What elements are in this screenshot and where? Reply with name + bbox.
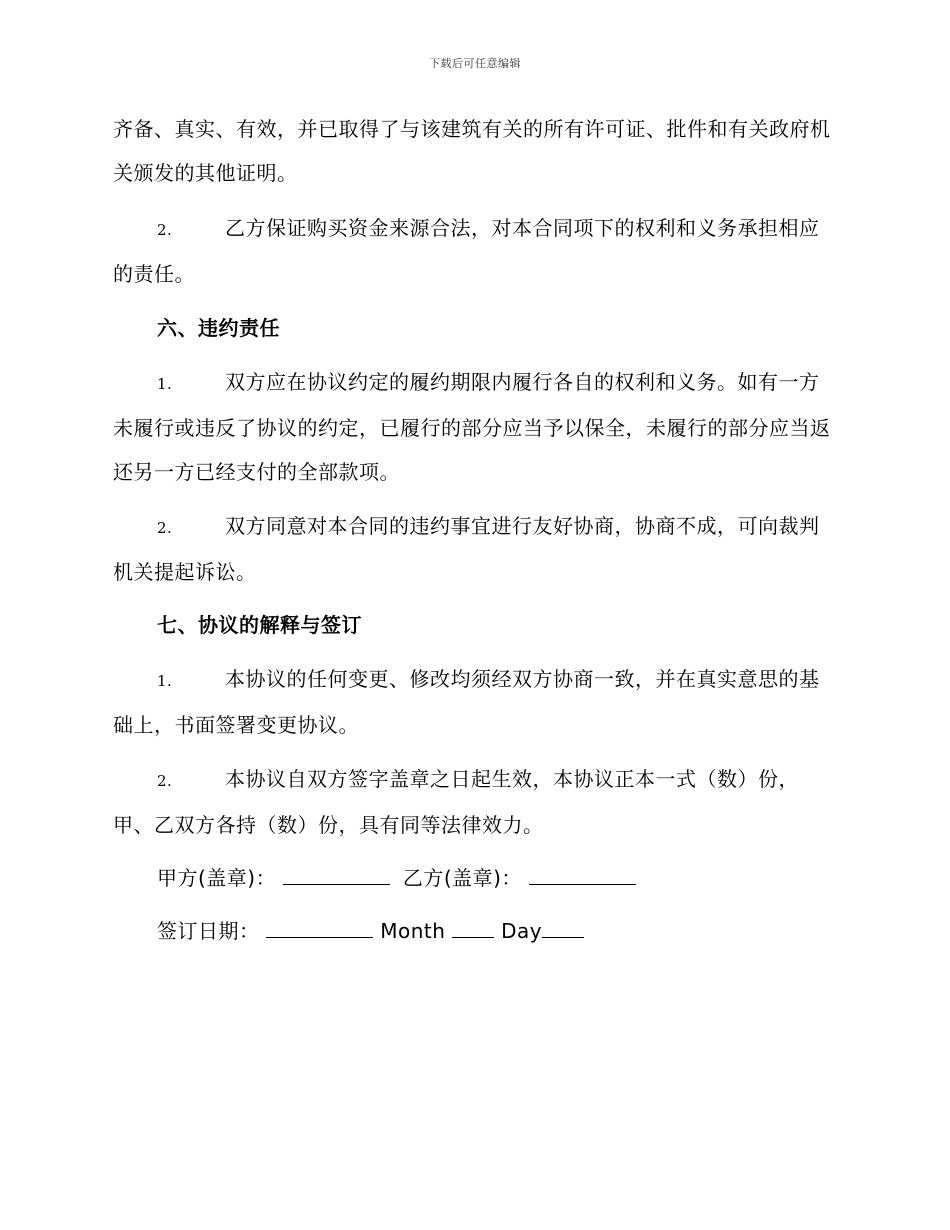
header-note: 下载后可任意编辑 <box>429 57 521 70</box>
clause-number: 1. <box>157 375 173 393</box>
clause-number: 2. <box>157 519 173 537</box>
party-a-blank <box>283 864 390 885</box>
clause-number: 2. <box>157 772 173 790</box>
clause-5-2 <box>113 206 837 296</box>
section-heading-6: 六、违约责任 <box>157 316 280 340</box>
clause-6-2 <box>113 504 837 594</box>
day-blank <box>542 917 584 938</box>
paragraph-text: 齐备、真实、有效，并已取得了与该建筑有关的所有许可证、批件和有关政府机关颁发的其他证明。 <box>113 117 831 185</box>
clause-text: 乙方保证购买资金来源合法，对本合同项下的权利和义务承担相应的责任。 <box>113 216 820 286</box>
clause-7-1 <box>113 657 837 747</box>
party-a-label: 甲方(盖章)： <box>157 866 277 890</box>
clause-6-1 <box>113 360 837 494</box>
month-label: Month <box>380 919 446 943</box>
clause-number: 1. <box>157 672 173 690</box>
date-line <box>157 909 584 953</box>
day-label: Day <box>501 919 543 943</box>
signature-line <box>157 856 636 900</box>
party-b-label: 乙方(盖章)： <box>402 866 522 890</box>
section-heading-7: 七、协议的解释与签订 <box>157 613 362 637</box>
paragraph-continuation <box>113 107 837 195</box>
party-b-blank <box>529 864 636 885</box>
clause-text: 本协议的任何变更、修改均须经双方协商一致，并在真实意思的基础上，书面签署变更协议。 <box>113 667 820 737</box>
clause-number: 2. <box>157 221 173 239</box>
date-label: 签订日期： <box>157 919 260 943</box>
clause-text: 本协议自双方签字盖章之日起生效，本协议正本一式（数）份，甲、乙双方各持（数）份，具有同等法律效力。 <box>113 767 799 837</box>
month-blank <box>452 917 494 938</box>
clause-text: 双方应在协议约定的履约期限内履行各自的权利和义务。如有一方未履行或违反了协议的约定，已履行的部分应当予以保全，未履行的部分应当返还另一方已经支付的全部款项。 <box>113 370 831 484</box>
year-blank <box>266 917 373 938</box>
clause-7-2 <box>113 757 837 847</box>
clause-text: 双方同意对本合同的违约事宜进行友好协商，协商不成，可向裁判机关提起诉讼。 <box>113 514 820 584</box>
